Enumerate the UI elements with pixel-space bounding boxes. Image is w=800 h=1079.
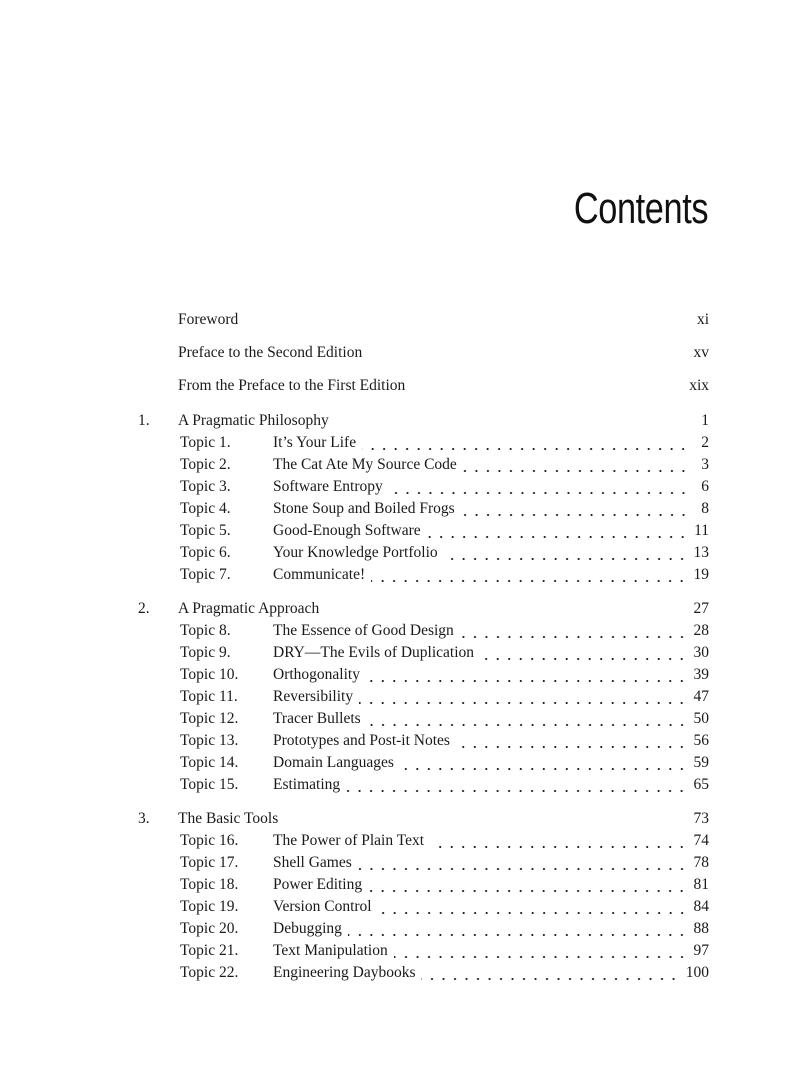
- page-number: 65: [693, 776, 709, 793]
- toc-front-matter-entry[interactable]: [138, 342, 709, 364]
- topic-label: Topic 3.: [180, 478, 231, 495]
- topic-entry[interactable]: [138, 476, 709, 498]
- dot-leader: [460, 620, 688, 642]
- page-number: 81: [693, 876, 709, 893]
- dot-leader: [461, 498, 689, 520]
- page-number: xv: [693, 344, 709, 361]
- topic-title: Tracer Bullets: [273, 710, 361, 727]
- chapter-section: [138, 410, 709, 586]
- chapter-number: 2.: [138, 600, 150, 617]
- dot-leader: [463, 454, 689, 476]
- chapter-entry[interactable]: [138, 410, 709, 432]
- topic-entry[interactable]: [138, 498, 709, 520]
- chapter-number: 1.: [138, 412, 150, 429]
- topic-label: Topic 11.: [180, 688, 238, 705]
- topic-label: Topic 6.: [180, 544, 231, 561]
- entry-title: From the Preface to the First Edition: [178, 377, 406, 394]
- page-number: 28: [693, 622, 709, 639]
- topic-title: Reversibility: [273, 688, 354, 705]
- page-number: 19: [693, 566, 709, 583]
- dot-leader: [480, 642, 687, 664]
- topic-label: Topic 15.: [180, 776, 239, 793]
- dot-leader: [368, 874, 687, 896]
- page-title: Contents: [573, 184, 708, 233]
- topic-entry[interactable]: [138, 432, 709, 454]
- page-number: 97: [693, 942, 709, 959]
- page-number: 88: [693, 920, 709, 937]
- topic-title: The Cat Ate My Source Code: [273, 456, 457, 473]
- page-number: 11: [694, 522, 709, 539]
- topic-title: Your Knowledge Portfolio: [273, 544, 438, 561]
- topic-title: Debugging: [273, 920, 342, 937]
- topic-entry[interactable]: [138, 708, 709, 730]
- topic-label: Topic 7.: [180, 566, 231, 583]
- page-number: 73: [693, 810, 709, 827]
- page-number: 47: [693, 688, 709, 705]
- chapter-section: [138, 598, 709, 796]
- topic-title: Version Control: [273, 898, 372, 915]
- page-number: 13: [693, 544, 709, 561]
- page-number: 30: [693, 644, 709, 661]
- dot-leader: [362, 432, 689, 454]
- topic-title: The Essence of Good Design: [273, 622, 454, 639]
- chapter-number: 3.: [138, 810, 150, 827]
- topic-title: Communicate!: [273, 566, 366, 583]
- dot-leader: [378, 896, 688, 918]
- topic-title: It’s Your Life: [273, 434, 357, 451]
- dot-leader: [346, 774, 687, 796]
- topic-label: Topic 12.: [180, 710, 239, 727]
- topic-label: Topic 18.: [180, 876, 239, 893]
- topic-title: The Power of Plain Text: [273, 832, 425, 849]
- topic-title: DRY—The Evils of Duplication: [273, 644, 475, 661]
- topic-entry[interactable]: [138, 686, 709, 708]
- topic-label: Topic 22.: [180, 964, 239, 981]
- topic-label: Topic 14.: [180, 754, 239, 771]
- page-number: 6: [701, 478, 709, 495]
- chapter-title: The Basic Tools: [178, 810, 279, 827]
- topic-label: Topic 4.: [180, 500, 231, 517]
- dot-leader: [444, 542, 688, 564]
- topic-label: Topic 10.: [180, 666, 239, 683]
- dot-leader: [371, 564, 687, 586]
- dot-leader: [366, 664, 688, 686]
- chapter-section: [138, 808, 709, 984]
- topic-title: Orthogonality: [273, 666, 360, 683]
- page-number: 56: [693, 732, 709, 749]
- topic-title: Prototypes and Post-it Notes: [273, 732, 450, 749]
- topic-label: Topic 8.: [180, 622, 231, 639]
- toc-front-matter-entry[interactable]: [138, 309, 709, 331]
- dot-leader: [400, 752, 688, 774]
- topic-label: Topic 5.: [180, 522, 231, 539]
- entry-title: Preface to the Second Edition: [178, 344, 363, 361]
- page-number: xi: [696, 311, 709, 328]
- dot-leader: [427, 520, 688, 542]
- page-number: 78: [693, 854, 709, 871]
- dot-leader: [430, 830, 687, 852]
- topic-title: Text Manipulation: [273, 942, 388, 959]
- table-of-contents: [138, 309, 709, 996]
- page-number: 8: [701, 500, 709, 517]
- topic-entry[interactable]: [138, 774, 709, 796]
- page-number: 39: [693, 666, 709, 683]
- entry-title: Foreword: [178, 311, 239, 328]
- page-number: 2: [701, 434, 709, 451]
- topic-title: Domain Languages: [273, 754, 394, 771]
- dot-leader: [348, 918, 688, 940]
- page-number: 84: [693, 898, 709, 915]
- dot-leader: [367, 708, 688, 730]
- dot-leader: [394, 940, 688, 962]
- topic-entry[interactable]: [138, 918, 709, 940]
- topic-entry[interactable]: [138, 620, 709, 642]
- dot-leader: [456, 730, 688, 752]
- topic-title: Stone Soup and Boiled Frogs: [273, 500, 455, 517]
- topic-label: Topic 19.: [180, 898, 239, 915]
- page-number: 3: [701, 456, 709, 473]
- page-number: 50: [693, 710, 709, 727]
- chapter-entry[interactable]: [138, 598, 709, 620]
- topic-entry[interactable]: [138, 564, 709, 586]
- topic-title: Power Editing: [273, 876, 363, 893]
- topic-label: Topic 13.: [180, 732, 239, 749]
- topic-title: Good-Enough Software: [273, 522, 421, 539]
- dot-leader: [358, 852, 688, 874]
- toc-front-matter-entry[interactable]: [138, 375, 709, 397]
- topic-entry[interactable]: [138, 730, 709, 752]
- topic-entry[interactable]: [138, 542, 709, 564]
- dot-leader: [421, 962, 679, 984]
- topic-label: Topic 16.: [180, 832, 239, 849]
- page-number: xix: [689, 377, 709, 394]
- topic-title: Software Entropy: [273, 478, 383, 495]
- chapter-title: A Pragmatic Approach: [178, 600, 320, 617]
- topic-label: Topic 1.: [180, 434, 231, 451]
- page-number: 1: [701, 412, 709, 429]
- topic-title: Shell Games: [273, 854, 352, 871]
- topic-entry[interactable]: [138, 830, 709, 852]
- page-number: 59: [693, 754, 709, 771]
- page-number: 27: [693, 600, 709, 617]
- topic-entry[interactable]: [138, 752, 709, 774]
- topic-entry[interactable]: [138, 642, 709, 664]
- dot-leader: [389, 476, 689, 498]
- dot-leader: [359, 686, 687, 708]
- topic-entry[interactable]: [138, 852, 709, 874]
- topic-entry[interactable]: [138, 962, 709, 984]
- topic-label: Topic 2.: [180, 456, 231, 473]
- topic-entry[interactable]: [138, 940, 709, 962]
- topic-entry[interactable]: [138, 874, 709, 896]
- page-number: 100: [685, 964, 709, 981]
- topic-entry[interactable]: [138, 454, 709, 476]
- chapter-entry[interactable]: [138, 808, 709, 830]
- topic-title: Engineering Daybooks: [273, 964, 416, 981]
- topic-entry[interactable]: [138, 896, 709, 918]
- topic-label: Topic 20.: [180, 920, 239, 937]
- topic-label: Topic 9.: [180, 644, 231, 661]
- topic-entry[interactable]: [138, 664, 709, 686]
- chapter-title: A Pragmatic Philosophy: [178, 412, 329, 429]
- page-number: 74: [693, 832, 709, 849]
- topic-label: Topic 21.: [180, 942, 239, 959]
- topic-title: Estimating: [273, 776, 341, 793]
- topic-label: Topic 17.: [180, 854, 239, 871]
- topic-entry[interactable]: [138, 520, 709, 542]
